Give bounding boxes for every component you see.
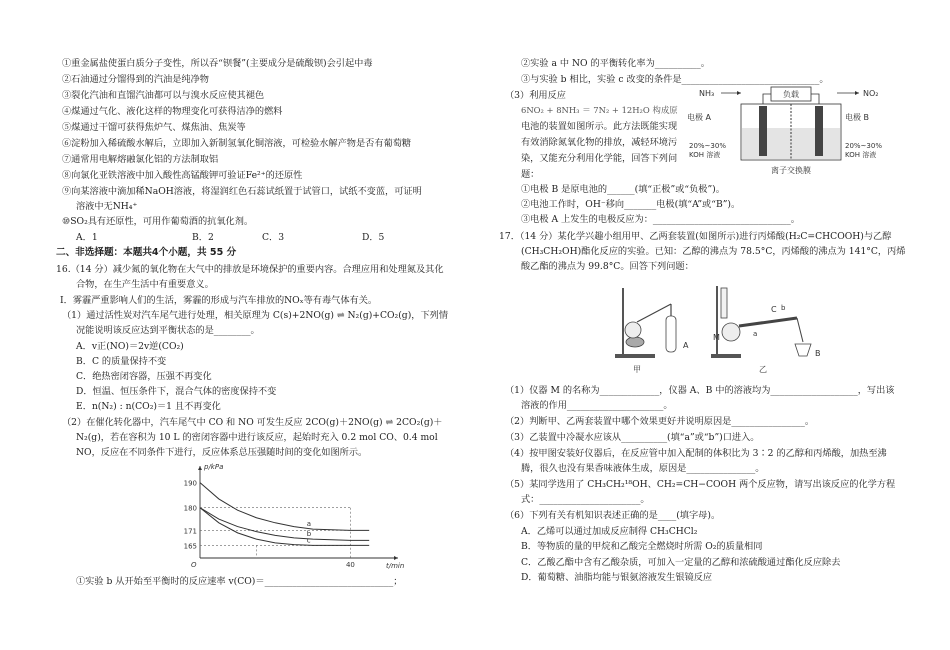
q16-1-stem-b: 况能说明该反应达到平衡状态的是________。 xyxy=(76,325,260,336)
fuel-cell-diagram xyxy=(685,86,905,178)
statement-8: ⑧向氯化亚铁溶液中加入酸性高锰酸钾可验证Fe²⁺的还原性 xyxy=(62,170,303,181)
q17-6-option-b: B．等物质的量的甲烷和乙酸完全燃烧时所需 O₂的质量相同 xyxy=(521,541,763,552)
statement-10: ⑩SO₂具有还原性，可用作葡萄酒的抗氧化剂。 xyxy=(62,216,254,227)
q16-3-equation: 6NO₂ + 8NH₃ ＝ 7N₂ + 12H₂O 构成原 xyxy=(521,105,678,115)
choice-a: A．1 xyxy=(76,232,98,243)
label-B: B xyxy=(815,349,821,358)
label-jia: 甲 xyxy=(633,365,641,374)
flask-jia xyxy=(625,322,641,338)
choice-c: C．3 xyxy=(262,232,285,243)
membrane-label: 离子交换膜 xyxy=(771,166,811,175)
q17-6-option-d: D．葡萄糖、油脂均能与银氨溶液发生银镜反应 xyxy=(521,572,713,583)
apparatus-yi xyxy=(705,282,835,374)
statement-1: ①重金属盐使蛋白质分子变性，所以吞“钡餐”(主要成分是硫酸钡)会引起中毒 xyxy=(62,58,373,69)
q16-1-option-d: D．恒温、恒压条件下，混合气体的密度保持不变 xyxy=(76,386,277,397)
q17-question-4b: 腾，很久也没有果香味液体生成，原因是_______________。 xyxy=(521,463,765,474)
q17-stem-3: 酸乙酯的沸点为 99.8°C。回答下列问题： xyxy=(521,261,694,272)
q16-3-question-3: ③电极 A 上发生的电极反应为：______________________________。 xyxy=(521,214,800,225)
electrode-b xyxy=(815,106,823,156)
q16-3-question-2: ②电池工作时，OH⁻移向_______电极(填“A”或“B”)。 xyxy=(521,199,741,210)
statement-9: ⑨向某溶液中滴加稀NaOH溶液，将湿润红色石蕊试纸置于试管口，试纸不变蓝，可证明 xyxy=(62,186,422,197)
y-axis-arrow xyxy=(198,466,202,470)
receiver-b xyxy=(795,344,811,356)
right-solution-conc: 20%~30% xyxy=(845,142,882,150)
left-solution-conc: 20%~30% xyxy=(689,142,726,150)
condenser-vertical xyxy=(721,288,727,318)
q16-2-stem-c: NO，反应在不同条件下进行，反应体系总压强随时间的变化如图所示。 xyxy=(76,447,368,458)
statement-3: ③裂化汽油和直馏汽油都可以与溴水反应使其褪色 xyxy=(62,90,265,101)
electrode-a xyxy=(759,106,767,156)
label-M: M xyxy=(713,333,720,342)
q17-question-5b: 式：______________________。 xyxy=(521,494,650,505)
q17-question-3: （3）乙装置中冷凝水应该从__________(填“a”或“b”)口进入。 xyxy=(505,432,760,443)
stand-base-jia xyxy=(615,354,655,358)
q17-question-1b: 溶液的作用_____________________。 xyxy=(521,400,673,411)
flask-yi xyxy=(722,323,740,341)
statement-6: ⑥淀粉加入稀硫酸水解后，立即加入新制氢氧化铜溶液，可检验水解产物是否有葡萄糖 xyxy=(62,138,412,149)
statement-4: ④煤通过气化、液化这样的物理变化可获得洁净的燃料 xyxy=(62,106,283,117)
q16-intro-1: 16.（14 分）减少氮的氧化物在大气中的排放是环境保护的重要内容。合理应用和处理氮及其化 xyxy=(56,264,444,275)
q16-part-I: Ⅰ．雾霾严重影响人们的生活，雾霾的形成与汽车排放的NOₓ等有毒气体有关。 xyxy=(60,295,378,306)
q16-2-question-2: ②实验 a 中 NO 的平衡转化率为__________。 xyxy=(521,58,710,69)
q16-3-text-2: 有效消除氮氧化物的排放，减轻环境污 xyxy=(521,137,678,148)
series-line-b xyxy=(200,508,369,541)
label-C: C xyxy=(771,305,777,314)
right-solution: KOH 溶液 xyxy=(845,151,877,159)
q16-2-stem-b: N₂(g)，若在容积为 10 L 的密闭容器中进行该反应，起始时充入 0.2 mol CO、0.4 mol xyxy=(76,432,438,443)
series-label-a: a xyxy=(306,520,312,529)
section-2-heading: 二、非选择题：本题共4个小题，共 55 分 xyxy=(56,247,237,258)
apparatus-jia xyxy=(593,282,703,374)
burner-jia xyxy=(626,337,644,347)
statement-2: ②石油通过分馏得到的汽油是纯净物 xyxy=(62,74,209,85)
label-a: a xyxy=(753,330,758,338)
q17-question-2: （2）判断甲、乙两套装置中哪个效果更好并说明原因是________________。 xyxy=(505,416,815,427)
q17-6-option-c: C．乙酸乙酯中含有乙酸杂质，可加入一定量的乙醇和浓硫酸通过酯化反应除去 xyxy=(521,557,841,568)
series-label-c: c xyxy=(306,536,311,545)
x-axis-arrow xyxy=(394,556,398,560)
q16-3-text-3: 染，又能充分利用化学能，回答下列问 xyxy=(521,153,678,164)
electrode-a-label: 电极 A xyxy=(687,113,712,122)
y-tick-label: 180 xyxy=(183,504,197,513)
q16-1-option-e: E．n(N₂) : n(CO₂)＝1 且不再变化 xyxy=(76,401,221,412)
q16-2-stem-a: （2）在催化转化器中，汽车尾气中 CO 和 NO 可发生反应 2CO(g)＋2NO(g) ⇌ 2CO₂(g)＋ xyxy=(62,417,443,428)
q16-3-text-4: 题： xyxy=(521,169,540,180)
condenser-yi xyxy=(739,318,797,326)
no2-label: NO₂ xyxy=(863,89,879,98)
choice-d: D．5 xyxy=(362,232,385,243)
load-label: 负载 xyxy=(783,90,799,99)
receiver-a xyxy=(666,316,676,352)
left-solution: KOH 溶液 xyxy=(689,151,721,159)
electrode-b-label: 电极 B xyxy=(845,113,870,122)
q16-3-question-1: ①电极 B 是原电池的______(填“正极”或“负极”)。 xyxy=(521,184,725,195)
series-label-b: b xyxy=(306,530,312,539)
q17-6-option-a: A．乙烯可以通过加成反应制得 CH₃CHCl₂ xyxy=(521,526,698,537)
label-b: b xyxy=(781,304,786,312)
y-axis-label: p/kPa xyxy=(204,463,224,471)
q16-3-label: （3）利用反应 xyxy=(505,90,566,101)
q17-question-4a: （4）按甲图安装好仪器后，在反应管中加入配制的体积比为 3∶2 的乙醇和丙烯酸，加热至沸 xyxy=(505,448,887,459)
choice-b: B．2 xyxy=(192,232,214,243)
nh3-arrowhead xyxy=(737,91,741,95)
statement-5: ⑤煤通过干馏可获得焦炉气、煤焦油、焦炭等 xyxy=(62,122,246,133)
q16-1-option-c: C．绝热密闭容器，压强不再变化 xyxy=(76,371,212,382)
x-axis-label: t/min xyxy=(386,562,404,570)
statement-9-cont: 溶液中无NH₄⁺ xyxy=(76,201,138,212)
q16-2-question-3: ③与实验 b 相比，实验 c 改变的条件是______________________________。 xyxy=(521,74,829,85)
statement-7: ⑦通常用电解熔融氯化铝的方法制取铝 xyxy=(62,154,219,165)
origin-label: O xyxy=(191,561,197,569)
q17-stem-2: (CH₃CH₂OH)酯化反应的实验。已知：乙醇的沸点为 78.5°C，丙烯酸的沸点为 141°C，丙烯 xyxy=(521,246,906,257)
q17-question-6: （6）下列有关有机知识表述正确的是____(填字母)。 xyxy=(505,510,721,521)
label-yi: 乙 xyxy=(759,365,767,374)
adapter-yi xyxy=(797,318,803,342)
q16-intro-2: 合物，在生产生活中有重要意义。 xyxy=(76,279,214,290)
y-tick-label: 165 xyxy=(183,542,197,551)
q17-question-1a: （1）仪器 M 的名称为_____________，仪器 A、B 中的溶液均为___________________，写出该 xyxy=(505,385,895,396)
y-tick-label: 171 xyxy=(183,527,197,536)
q17-stem-1: 17．（14 分）某化学兴趣小组用甲、乙两套装置(如图所示)进行丙烯酸(H₂C=CHCOOH)与乙醇 xyxy=(499,231,892,242)
no2-arrowhead xyxy=(855,91,859,95)
series-line-a xyxy=(200,483,369,531)
q16-1-option-a: A．v正(NO)＝2v逆(CO₂) xyxy=(76,341,184,352)
pressure-time-chart xyxy=(174,462,404,570)
nh3-label: NH₃ xyxy=(699,89,715,98)
q17-question-5a: （5）某同学选用了 CH₃CH₂¹⁸OH、CH₂=CH−COOH 两个反应物，请写出该反应的化学方程 xyxy=(505,479,896,490)
q16-1-stem-a: （1）通过活性炭对汽车尾气进行处理，相关原理为 C(s)+2NO(g) ⇌ N₂(g)+CO₂(g)，下列情 xyxy=(62,310,449,321)
q16-3-text-1: 电池的装置如图所示。此方法既能实现 xyxy=(521,121,678,132)
q16-2-question-1: ①实验 b 从开始至平衡时的反应速率 v(CO)＝____________________________； xyxy=(76,576,403,587)
label-A: A xyxy=(683,341,689,350)
q16-1-option-b: B．C 的质量保持不变 xyxy=(76,356,167,367)
x-tick-label: 40 xyxy=(345,561,355,569)
stand-base-yi xyxy=(711,354,741,358)
y-tick-label: 190 xyxy=(183,479,197,488)
